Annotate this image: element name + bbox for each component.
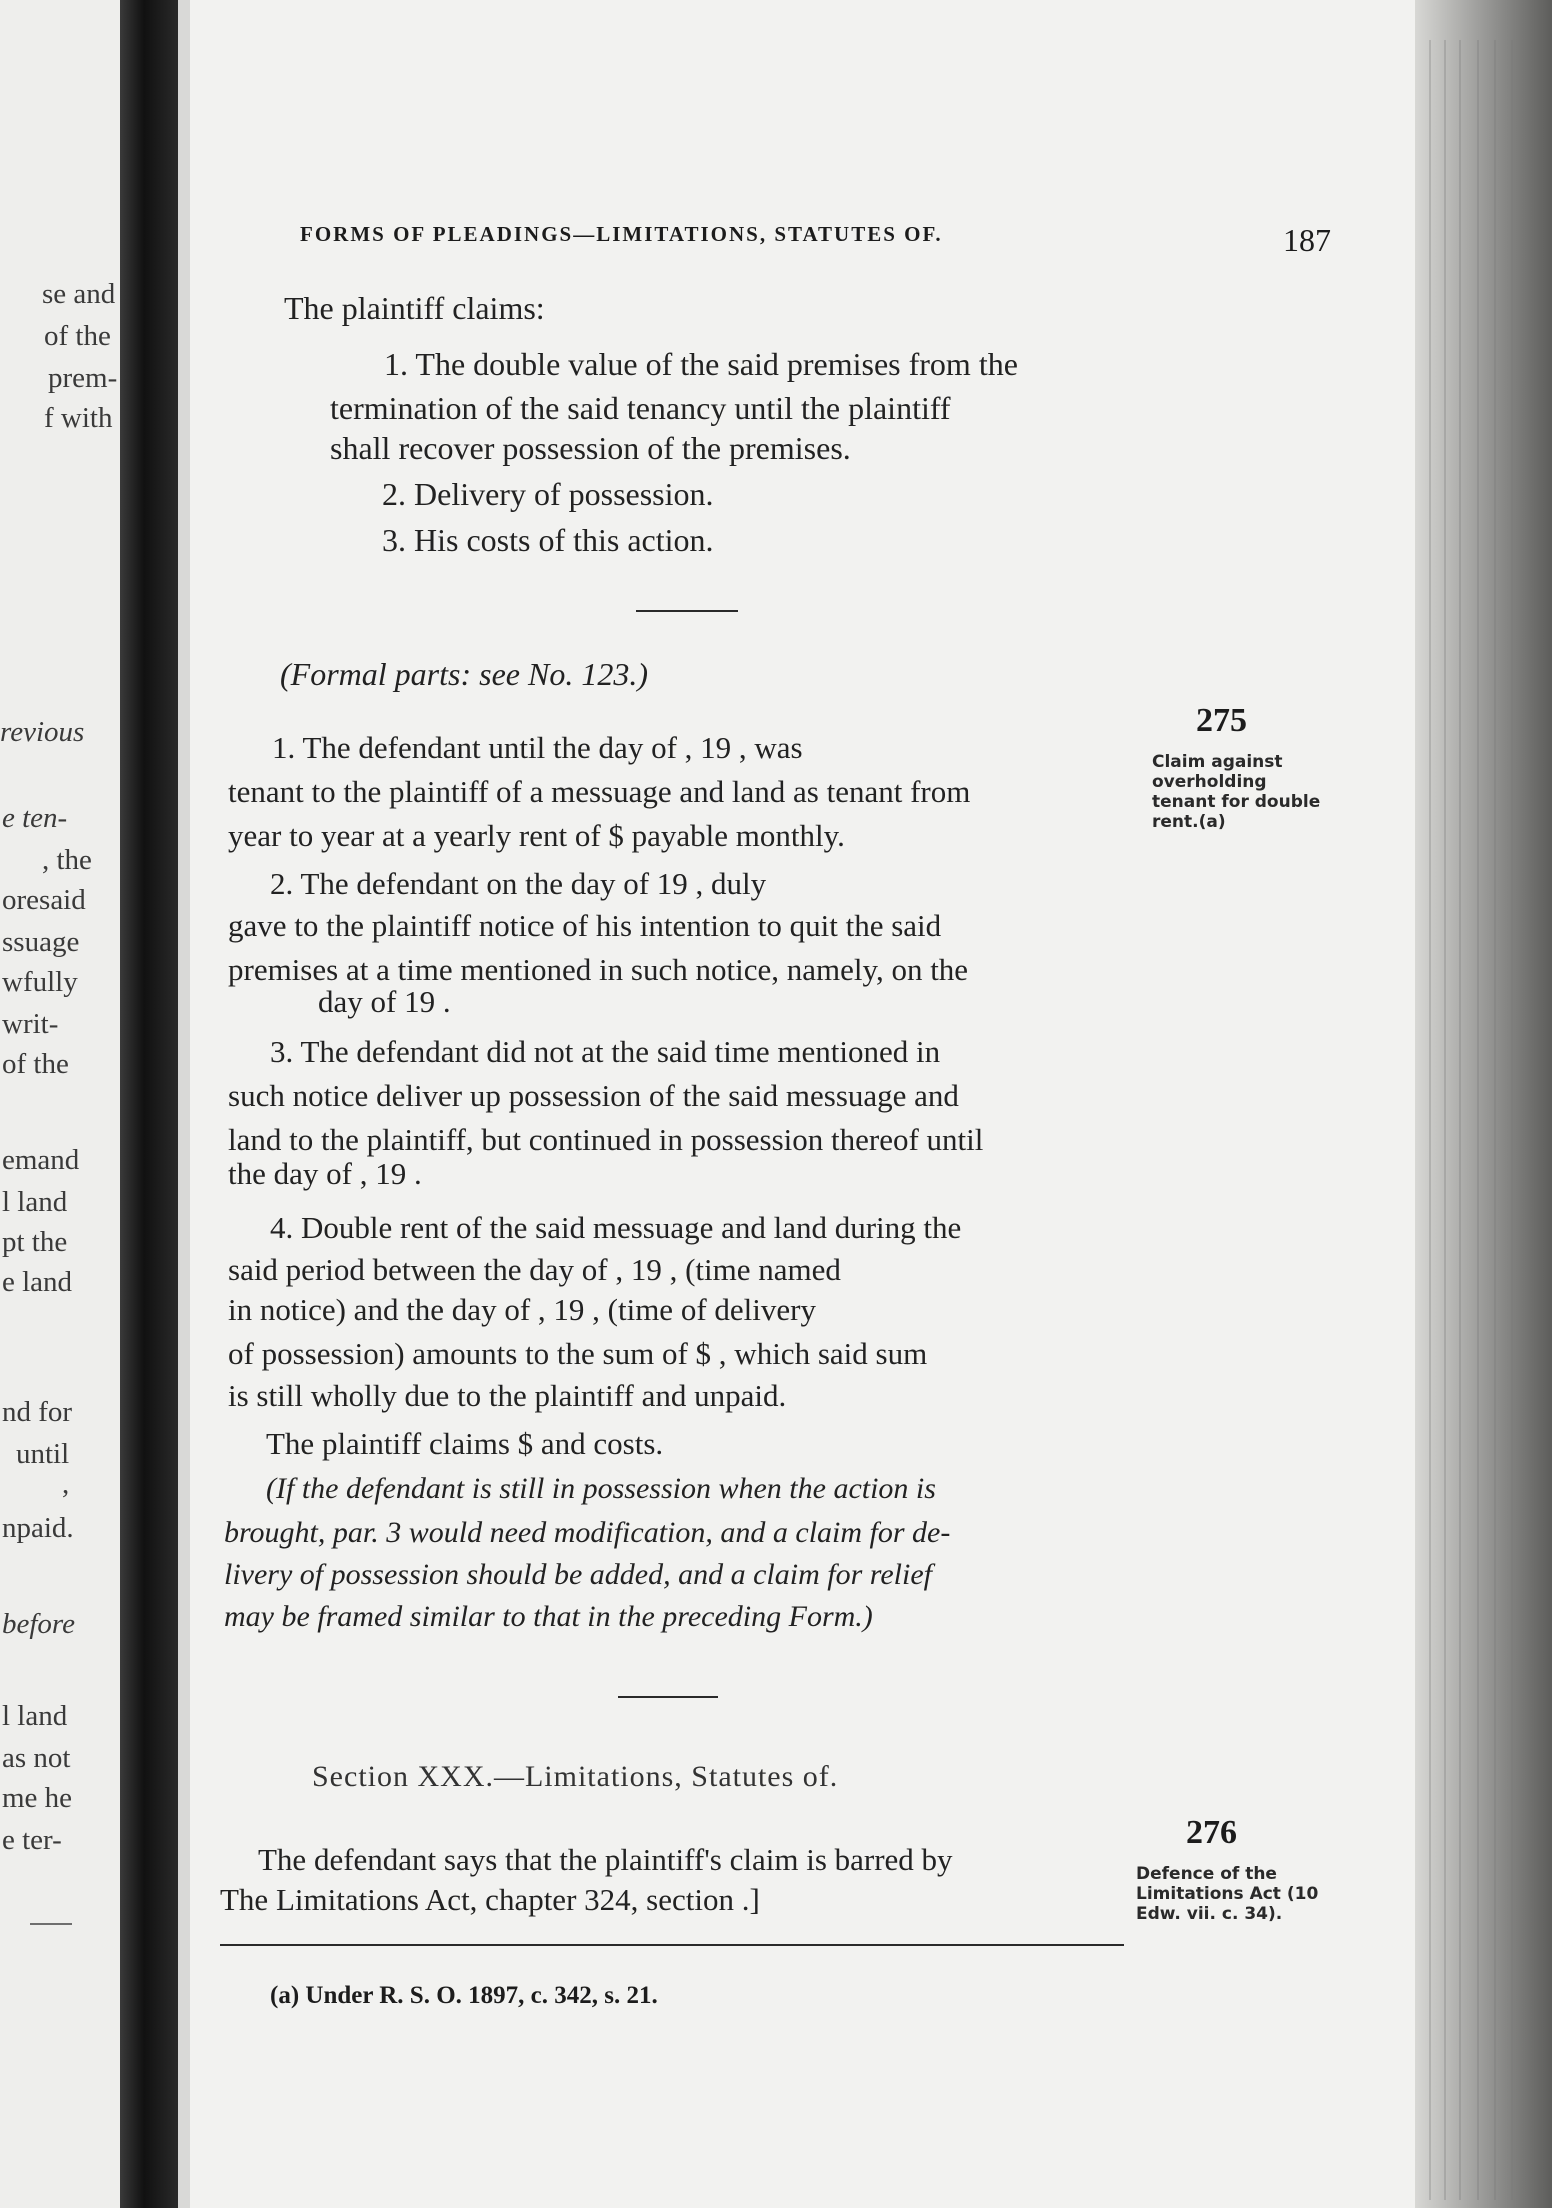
facing-line: wfully — [2, 966, 78, 998]
form-line: year to year at a yearly rent of $ payable monthly. — [228, 818, 845, 853]
form-line: day of 19 . — [318, 984, 451, 1019]
facing-line: f with — [44, 402, 113, 434]
form-number: 275 — [1196, 702, 1247, 739]
form-line: The plaintiff claims $ and costs. — [266, 1426, 664, 1461]
footnote: (a) Under R. S. O. 1897, c. 342, s. 21. — [270, 1982, 658, 2009]
form-line: land to the plaintiff, but continued in possession thereof until — [228, 1122, 984, 1157]
form-note-line: brought, par. 3 would need modification, and a claim for de- — [224, 1516, 951, 1549]
facing-line: of the — [2, 1048, 69, 1080]
form-line: of possession) amounts to the sum of $ , which said sum — [228, 1336, 928, 1371]
facing-line: l land — [2, 1186, 68, 1218]
form-line: said period between the day of , 19 , (time named — [228, 1252, 841, 1287]
form-line: tenant to the plaintiff of a messuage and land as tenant from — [228, 774, 971, 809]
form-number: 276 — [1186, 1814, 1237, 1851]
facing-line: before — [2, 1608, 76, 1640]
facing-line: pt the — [2, 1226, 68, 1258]
form-note-line: may be framed similar to that in the preceding Form.) — [224, 1600, 873, 1633]
form-line: is still wholly due to the plaintiff and unpaid. — [228, 1378, 787, 1413]
facing-line: of the — [44, 320, 111, 352]
form-line: 3. The defendant did not at the said time mentioned in — [270, 1034, 941, 1069]
margin-note: Claim against overholding tenant for double rent.(a) — [1152, 752, 1321, 832]
form-line: the day of , 19 . — [228, 1156, 422, 1191]
facing-line: nd for — [2, 1396, 73, 1428]
form-line: The defendant says that the plaintiff's claim is barred by — [258, 1842, 953, 1877]
form-line: in notice) and the day of , 19 , (time of delivery — [228, 1292, 816, 1327]
facing-line: oresaid — [2, 884, 86, 916]
facing-line: ssuage — [2, 926, 80, 958]
form-line: The Limitations Act, chapter 324, section .] — [220, 1882, 760, 1917]
form-line: gave to the plaintiff notice of his intention to quit the said — [228, 908, 942, 943]
section-divider — [636, 610, 738, 612]
claims-intro: The plaintiff claims: — [284, 290, 545, 326]
facing-line: until — [16, 1438, 70, 1470]
form-note-line: (If the defendant is still in possession when the action is — [266, 1472, 936, 1505]
facing-line: me he — [2, 1782, 73, 1814]
claim-line: shall recover possession of the premises. — [330, 430, 851, 466]
claim-line: 3. His costs of this action. — [382, 522, 714, 558]
facing-line: revious — [0, 716, 85, 748]
facing-line: prem- — [48, 362, 118, 394]
claim-line: 1. The double value of the said premises from the — [384, 346, 1018, 382]
form-note-line: livery of possession should be added, and a claim for relief — [224, 1558, 932, 1591]
margin-note: Defence of the Limitations Act (10 Edw. vii. c. 34). — [1136, 1864, 1319, 1924]
facing-line: as not — [2, 1742, 71, 1774]
facing-line: emand — [2, 1144, 80, 1176]
section-divider — [618, 1696, 718, 1698]
claim-line: termination of the said tenancy until the plaintiff — [330, 390, 951, 426]
facing-line: , the — [42, 844, 92, 876]
form-line: premises at a time mentioned in such notice, namely, on the — [228, 952, 969, 987]
facing-line: se and — [42, 278, 116, 310]
facing-line: l land — [2, 1700, 68, 1732]
formal-parts-note: (Formal parts: see No. 123.) — [280, 656, 648, 692]
facing-line: npaid. — [2, 1512, 74, 1544]
section-heading: Section XXX.—Limitations, Statutes of. — [312, 1760, 839, 1793]
form-line: 2. The defendant on the day of 19 , duly — [270, 866, 767, 901]
form-line: 1. The defendant until the day of , 19 , was — [272, 730, 803, 765]
form-line: 4. Double rent of the said messuage and land during the — [270, 1210, 962, 1245]
facing-line: e ten- — [2, 802, 68, 834]
form-line: such notice deliver up possession of the said messuage and — [228, 1078, 959, 1113]
page-number: 187 — [1283, 222, 1331, 258]
claim-line: 2. Delivery of possession. — [382, 476, 714, 512]
facing-line: e ter- — [2, 1824, 62, 1856]
facing-line: e land — [2, 1266, 73, 1298]
facing-line: writ- — [2, 1008, 59, 1040]
running-header: FORMS OF PLEADINGS—LIMITATIONS, STATUTES OF. — [300, 222, 943, 246]
facing-line: , — [62, 1468, 70, 1500]
footnote-rule — [220, 1944, 1124, 1946]
